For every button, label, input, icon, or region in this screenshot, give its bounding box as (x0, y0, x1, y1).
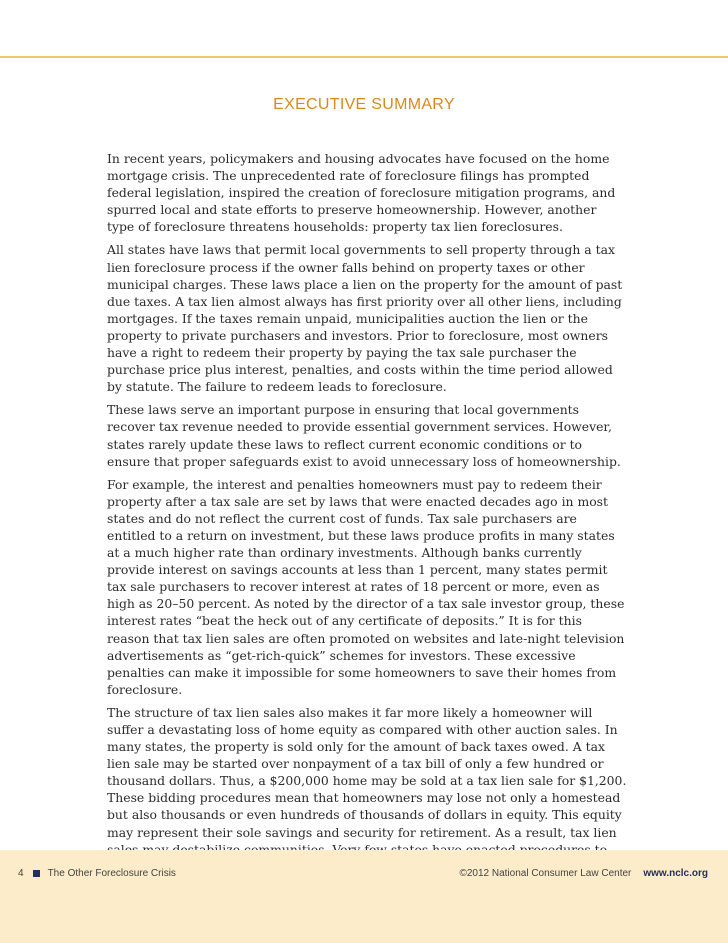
page-number: 4 (18, 868, 24, 879)
footer-left (18, 868, 176, 879)
paragraph-5: The structure of tax lien sales also makes it far more likely a homeowner will suffer a devastating loss of home equity as compared with other auction sales. In many states, the property is sold only for the amount of back taxes owed. A tax lien sale may be started over nonpayment of a tax bill of only a few hundred or thousand dollars. Thus, a $200,000 home may be sold at a tax lien sale for $1,200. These bidding procedures mean that homeowners may lose not only a homestead but also thousands or even hundreds of thousands of dollars in equity. This equity may represent their sole savings and security for retirement. As a result, tax lien (107, 704, 627, 840)
paragraph-3: These laws serve an important purpose in ensuring that local governments recover tax revenue needed to provide essential government services. However, states rarely update these laws to reflect current economic conditions or to ensure that proper safeguards exist to avoid unnecessary loss of homeownership. (107, 402, 621, 469)
paragraph-4: For example, the interest and penalties homeowners must pay to redeem their property after a tax sale are set by laws that were enacted decades ago in most states and do not reflect the current cost of funds. Tax sale purchasers are entitled to a return on investment, but these laws produce profits in many states at a much higher rate than ordinary investments. Although banks currently provide interest on savings accounts at less than 1 percent, many states permit tax sale purchasers to recover interest at rates of 18 percent or more, even as high as 20–50 percent. As noted by the director of a tax sale investor group, these interest rates “beat the heck out of any certificate of deposits.” It is for this reason that tax lien sales are often promoted on websites and late-night television advertisements as “get-rich-quick” schemes for investors. These excessive penalties can make it impossible for some homeowners to save their homes from foreclosure. (107, 476, 625, 697)
website-link[interactable]: www.nclc.org (643, 868, 708, 879)
publication-title: The Other Foreclosure Crisis (47, 868, 176, 879)
header-rule (0, 56, 728, 58)
paragraph-2: All states have laws that permit local governments to sell property through a tax lien foreclosure process if the owner falls behind on property taxes or other municipal charges. These laws place a lien on the property for the amount of past due taxes. A tax lien almost always has first priority over all other liens, including mortgages. If the taxes remain unpaid, municipalities auction the lien or the property to private purchasers and investors. Prior to foreclosure, most owners have a right to redeem their property by paying the tax sale purchaser the purchase price plus interest, penalties, and costs within the time period allowed by statute. The failure to redeem leads to foreclosure. (107, 242, 623, 395)
body-text (107, 150, 627, 881)
square-bullet-icon (33, 870, 40, 877)
copyright-notice: ©2012 National Consumer Law Center (459, 868, 632, 879)
page-title: EXECUTIVE SUMMARY (273, 96, 455, 113)
page-footer (0, 850, 728, 943)
footer-right (459, 868, 708, 879)
paragraph-1: In recent years, policymakers and housing advocates have focused on the home mortgage crisis. The unprecedented rate of foreclosure filings has prompted federal legislation, inspired the creation of foreclosure mitigation programs, and spurred local and state efforts to preserve homeownership. However, another type of foreclosure threatens households: property tax lien foreclosures. (107, 151, 616, 235)
